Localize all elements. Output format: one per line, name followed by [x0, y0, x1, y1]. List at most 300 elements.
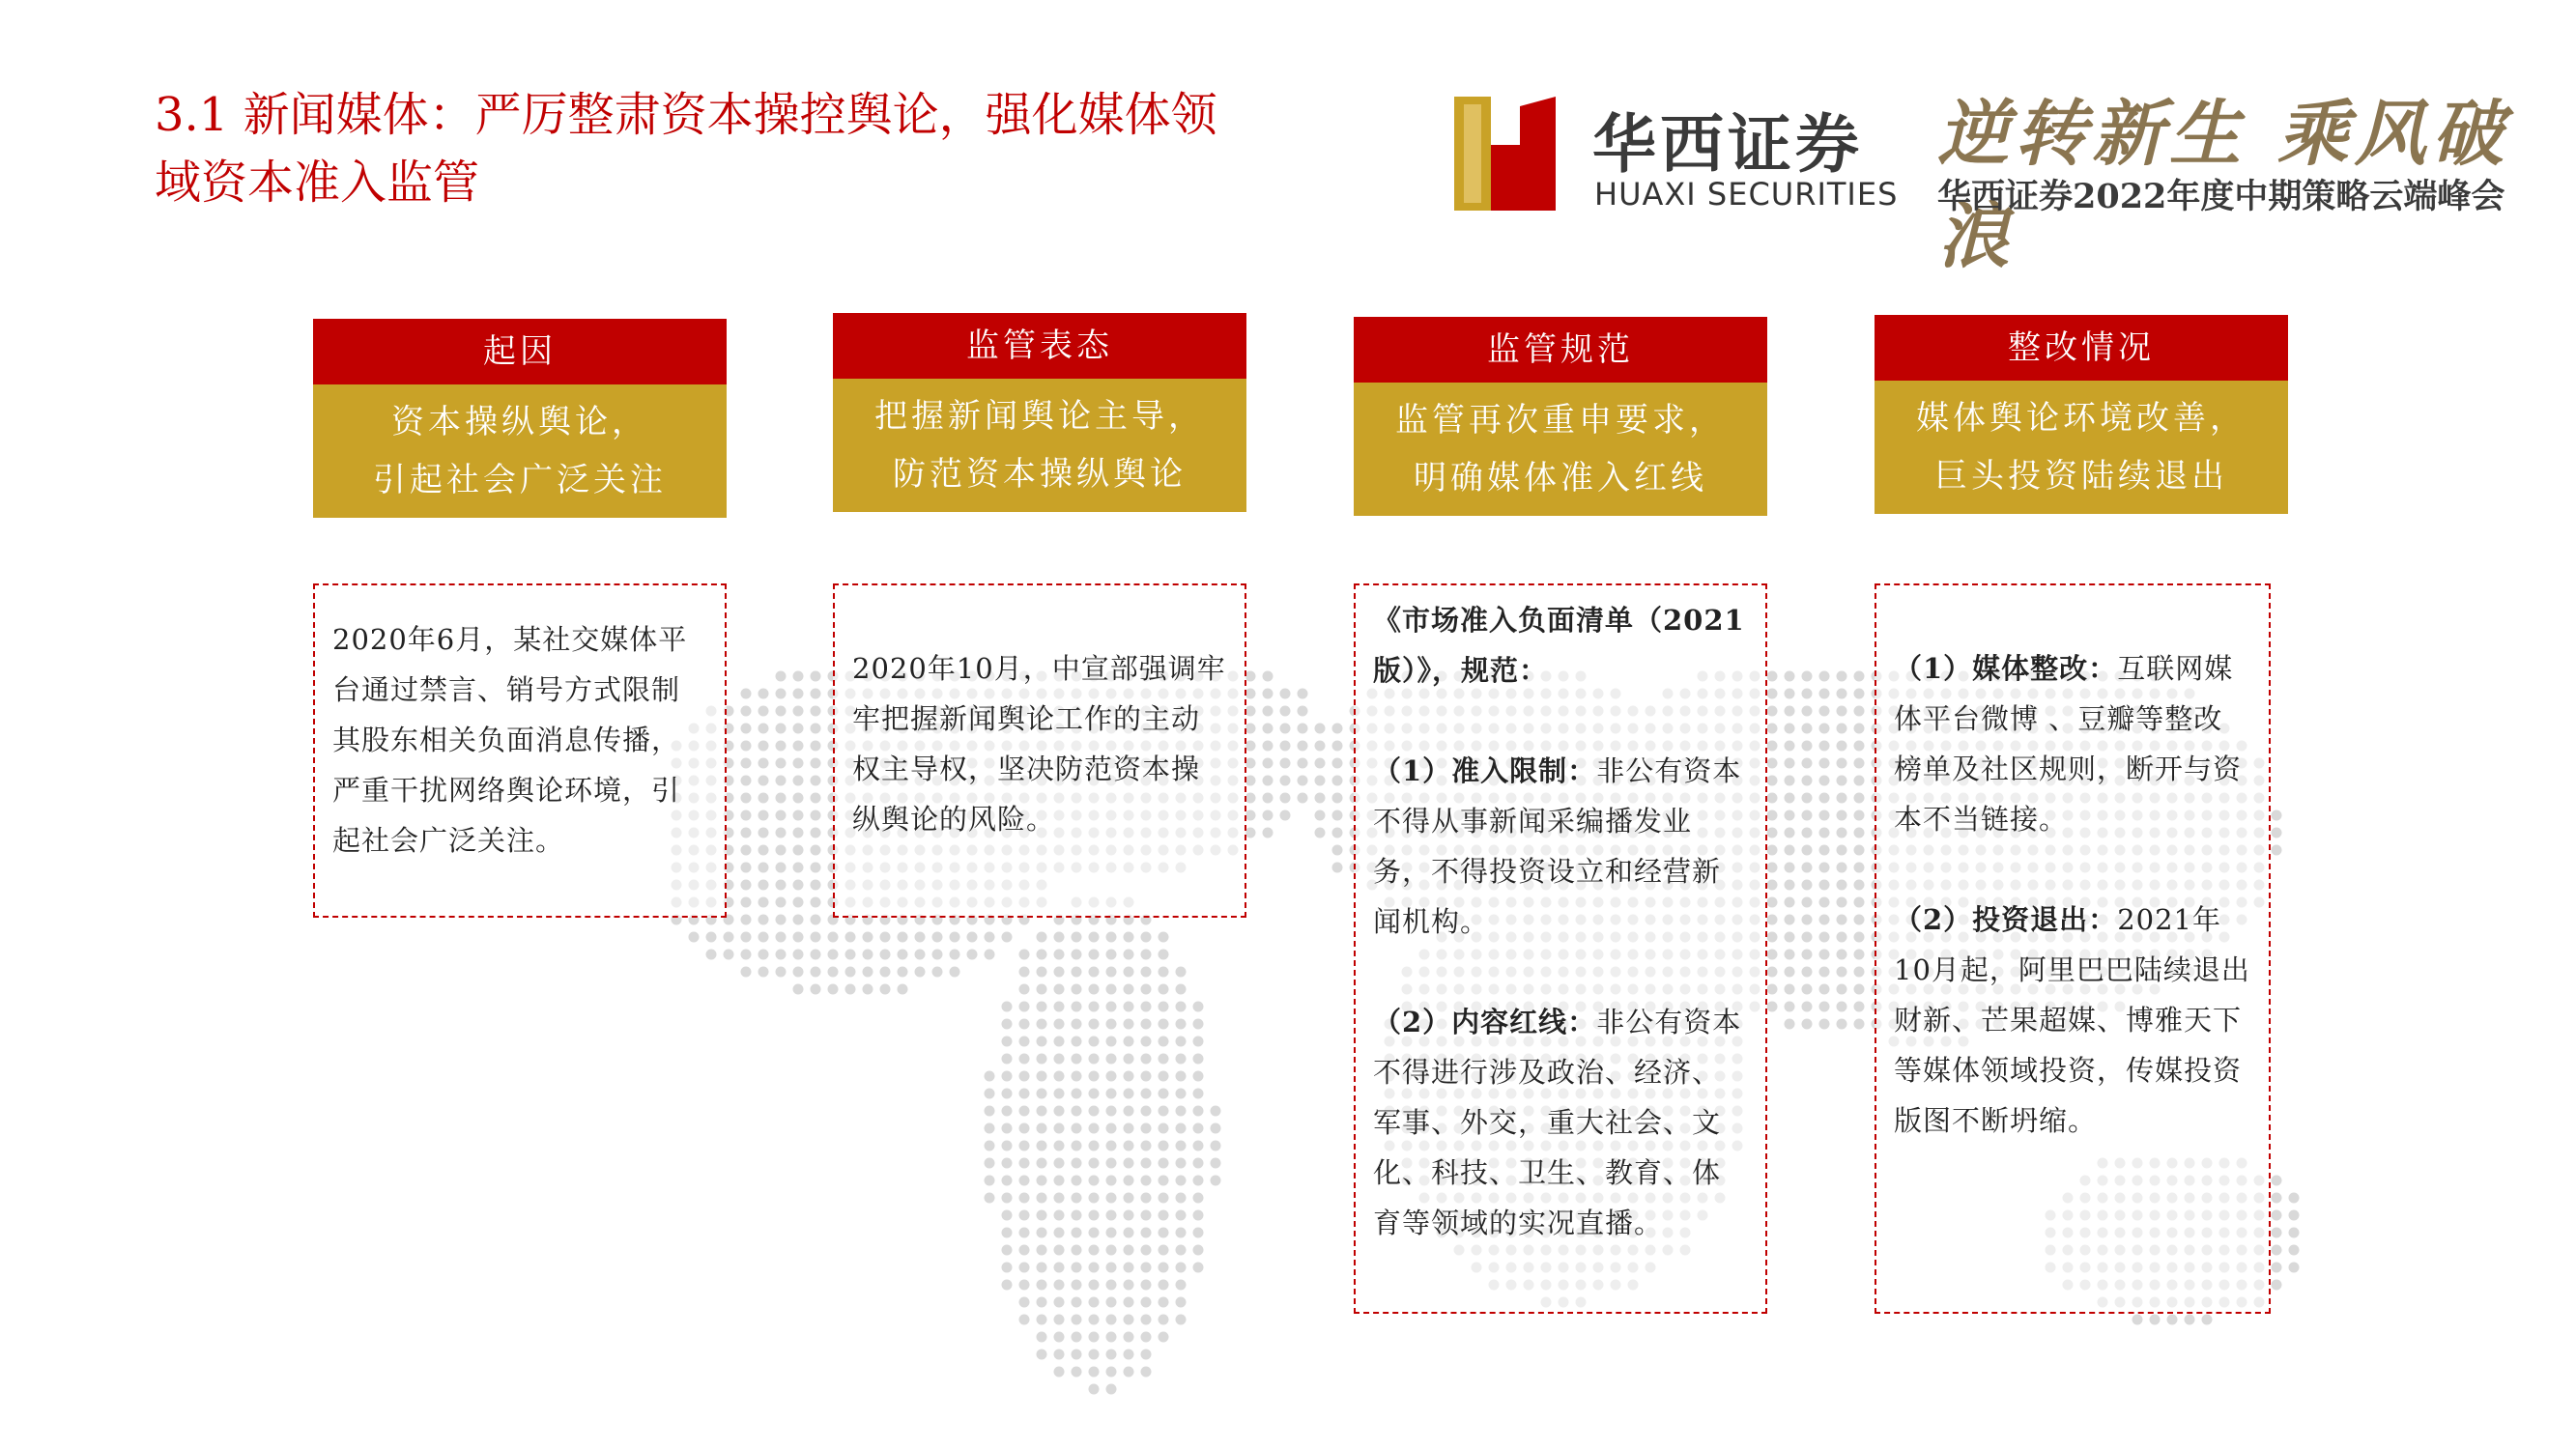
map-dot — [811, 984, 821, 995]
map-dot — [1819, 828, 1830, 838]
map-dot — [880, 967, 891, 978]
map-dot — [1106, 1019, 1117, 1030]
map-dot — [985, 932, 995, 943]
map-dot — [1332, 793, 1343, 804]
map-dot — [1037, 1037, 1047, 1047]
map-dot — [1072, 1037, 1082, 1047]
column-summary-line: 明确媒体准入红线 — [1414, 459, 1707, 497]
map-dot — [776, 671, 787, 682]
map-dot — [1054, 1037, 1065, 1047]
map-dot — [1124, 1089, 1134, 1099]
map-dot — [863, 984, 873, 995]
map-dot — [1802, 932, 1813, 943]
map-dot — [1141, 1089, 1152, 1099]
map-dot — [1089, 1297, 1100, 1308]
map-dot — [1211, 1141, 1221, 1151]
map-dot — [1124, 1245, 1134, 1256]
map-dot — [1159, 1002, 1169, 1012]
map-dot — [1193, 1054, 1204, 1065]
map-dot — [1072, 1106, 1082, 1117]
map-dot — [2289, 1193, 2300, 1204]
map-dot — [776, 689, 787, 699]
map-dot — [967, 950, 978, 960]
map-dot — [1002, 1176, 1013, 1186]
column-regulatory-norms — [1354, 317, 1767, 516]
page-title-line1: 3.1 新闻媒体：严厉整肃资本操控舆论，强化媒体领 — [155, 88, 1217, 142]
map-dot — [1854, 1002, 1865, 1012]
map-dot — [741, 932, 752, 943]
map-dot — [1054, 1176, 1065, 1186]
map-dot — [1159, 950, 1169, 960]
map-dot — [2289, 1245, 2300, 1256]
map-dot — [1837, 915, 1847, 925]
column-summary — [833, 379, 1246, 512]
map-dot — [811, 741, 821, 752]
map-dot — [1141, 1123, 1152, 1134]
map-dot — [1089, 1019, 1100, 1030]
map-dot — [793, 706, 804, 717]
map-dot — [1298, 724, 1308, 734]
map-dot — [1802, 984, 1813, 995]
map-dot — [985, 1123, 995, 1134]
map-dot — [793, 915, 804, 925]
map-dot — [1837, 741, 1847, 752]
map-dot — [1819, 1002, 1830, 1012]
map-dot — [811, 845, 821, 856]
map-dot — [1054, 1054, 1065, 1065]
map-dot — [811, 706, 821, 717]
map-dot — [2185, 1315, 2195, 1325]
map-dot — [1037, 1089, 1047, 1099]
map-dot — [1072, 1089, 1082, 1099]
map-dot — [1176, 1089, 1187, 1099]
map-dot — [758, 724, 769, 734]
map-dot — [1054, 950, 1065, 960]
map-dot — [1037, 1263, 1047, 1273]
map-dot — [811, 810, 821, 821]
map-dot — [1767, 828, 1778, 838]
map-dot — [741, 758, 752, 769]
map-dot — [793, 984, 804, 995]
map-dot — [1124, 1280, 1134, 1291]
map-dot — [1037, 1315, 1047, 1325]
map-dot — [1854, 671, 1865, 682]
map-dot — [1037, 1141, 1047, 1151]
map-dot — [1124, 1158, 1134, 1169]
map-dot — [1089, 1367, 1100, 1378]
map-dot — [793, 741, 804, 752]
map-dot — [1159, 1280, 1169, 1291]
map-dot — [1159, 932, 1169, 943]
map-dot — [776, 776, 787, 786]
detail-heading: 《市场准入负面清单（2021版）》，规范： — [1373, 604, 1745, 687]
map-dot — [1019, 1210, 1030, 1221]
map-dot — [1072, 1245, 1082, 1256]
map-dot — [1054, 1106, 1065, 1117]
map-dot — [724, 950, 734, 960]
map-dot — [1176, 1280, 1187, 1291]
map-dot — [776, 724, 787, 734]
map-dot — [1263, 724, 1274, 734]
map-dot — [1037, 1245, 1047, 1256]
map-dot — [1037, 1280, 1047, 1291]
map-dot — [1124, 1071, 1134, 1082]
map-dot — [741, 776, 752, 786]
map-dot — [1176, 1002, 1187, 1012]
map-dot — [1767, 724, 1778, 734]
map-dot — [1263, 828, 1274, 838]
map-dot — [1054, 1141, 1065, 1151]
map-dot — [1280, 741, 1291, 752]
map-dot — [828, 950, 839, 960]
map-dot — [2289, 1228, 2300, 1238]
map-dot — [1106, 1332, 1117, 1343]
map-dot — [985, 1176, 995, 1186]
map-dot — [1002, 1054, 1013, 1065]
map-dot — [1176, 1106, 1187, 1117]
map-dot — [880, 984, 891, 995]
map-dot — [1019, 984, 1030, 995]
map-dot — [1785, 1019, 1795, 1030]
map-dot — [1089, 1332, 1100, 1343]
map-dot — [1176, 967, 1187, 978]
map-dot — [793, 758, 804, 769]
map-dot — [1124, 932, 1134, 943]
map-dot — [1176, 1297, 1187, 1308]
column-rectification — [1875, 315, 2288, 514]
detail-item-label: （1）准入限制： — [1373, 754, 1597, 787]
map-dot — [1193, 1263, 1204, 1273]
map-dot — [898, 932, 908, 943]
map-dot — [1124, 1123, 1134, 1134]
map-dot — [741, 741, 752, 752]
map-dot — [1002, 1089, 1013, 1099]
map-dot — [1141, 1141, 1152, 1151]
map-dot — [1141, 1350, 1152, 1360]
map-dot — [1767, 967, 1778, 978]
map-dot — [1141, 1002, 1152, 1012]
map-dot — [1785, 758, 1795, 769]
map-dot — [1106, 950, 1117, 960]
map-dot — [1332, 741, 1343, 752]
map-dot — [1002, 1263, 1013, 1273]
map-dot — [1089, 1054, 1100, 1065]
map-dot — [811, 880, 821, 891]
map-dot — [1785, 810, 1795, 821]
map-dot — [1106, 1002, 1117, 1012]
map-dot — [1854, 706, 1865, 717]
map-dot — [1002, 1141, 1013, 1151]
map-dot — [1785, 724, 1795, 734]
map-dot — [1767, 758, 1778, 769]
detail-box-regulatory-stance — [833, 583, 1246, 918]
map-dot — [915, 932, 926, 943]
map-dot — [1785, 950, 1795, 960]
map-dot — [1802, 863, 1813, 873]
map-dot — [1159, 984, 1169, 995]
map-dot — [1263, 706, 1274, 717]
map-dot — [1072, 1228, 1082, 1238]
map-dot — [1089, 967, 1100, 978]
map-dot — [724, 932, 734, 943]
map-dot — [1054, 984, 1065, 995]
map-dot — [2167, 1315, 2178, 1325]
map-dot — [758, 776, 769, 786]
map-dot — [1263, 741, 1274, 752]
map-dot — [863, 950, 873, 960]
map-dot — [811, 967, 821, 978]
map-dot — [1037, 1332, 1047, 1343]
map-dot — [776, 915, 787, 925]
map-dot — [2289, 1210, 2300, 1221]
map-dot — [1767, 741, 1778, 752]
map-dot — [1141, 1280, 1152, 1291]
map-dot — [1315, 828, 1326, 838]
detail-item-label: （1）媒体整改： — [1894, 652, 2118, 685]
map-dot — [1819, 776, 1830, 786]
map-dot — [985, 1071, 995, 1082]
map-dot — [1298, 776, 1308, 786]
map-dot — [1106, 1210, 1117, 1221]
map-dot — [1785, 897, 1795, 908]
map-dot — [1037, 1158, 1047, 1169]
map-dot — [1802, 724, 1813, 734]
map-dot — [1019, 1054, 1030, 1065]
map-dot — [2272, 1263, 2282, 1273]
map-dot — [1019, 1193, 1030, 1204]
map-dot — [1037, 1054, 1047, 1065]
map-dot — [1315, 793, 1326, 804]
map-dot — [1819, 880, 1830, 891]
map-dot — [811, 689, 821, 699]
column-summary-line: 引起社会广泛关注 — [373, 461, 667, 499]
column-summary-line: 防范资本操纵舆论 — [893, 455, 1187, 494]
map-dot — [758, 810, 769, 821]
map-dot — [1002, 932, 1013, 943]
map-dot — [863, 967, 873, 978]
map-dot — [1037, 1193, 1047, 1204]
map-dot — [1176, 1071, 1187, 1082]
map-dot — [1019, 1297, 1030, 1308]
map-dot — [1176, 1315, 1187, 1325]
map-dot — [2132, 1315, 2143, 1325]
map-dot — [1072, 1123, 1082, 1134]
map-dot — [1054, 1193, 1065, 1204]
map-dot — [1141, 1106, 1152, 1117]
map-dot — [1819, 1019, 1830, 1030]
map-dot — [950, 932, 960, 943]
map-dot — [1785, 845, 1795, 856]
map-dot — [1767, 810, 1778, 821]
map-dot — [1767, 863, 1778, 873]
map-dot — [741, 689, 752, 699]
map-dot — [1124, 984, 1134, 995]
map-dot — [1280, 689, 1291, 699]
map-dot — [1315, 758, 1326, 769]
map-dot — [898, 967, 908, 978]
map-dot — [1263, 758, 1274, 769]
map-dot — [1837, 1002, 1847, 1012]
map-dot — [811, 793, 821, 804]
map-dot — [1785, 828, 1795, 838]
map-dot — [1106, 1367, 1117, 1378]
map-dot — [1019, 1176, 1030, 1186]
map-dot — [1089, 1037, 1100, 1047]
map-dot — [1819, 897, 1830, 908]
map-dot — [2150, 1315, 2161, 1325]
map-dot — [741, 706, 752, 717]
map-dot — [758, 741, 769, 752]
map-dot — [793, 724, 804, 734]
map-dot — [741, 863, 752, 873]
map-dot — [1767, 915, 1778, 925]
map-dot — [1767, 776, 1778, 786]
detail-box-regulatory-norms — [1354, 583, 1767, 1314]
map-dot — [1106, 1245, 1117, 1256]
map-dot — [793, 828, 804, 838]
map-dot — [1141, 1228, 1152, 1238]
map-dot — [1245, 828, 1256, 838]
map-dot — [1106, 1384, 1117, 1395]
map-dot — [1141, 1071, 1152, 1082]
map-dot — [1837, 880, 1847, 891]
column-regulatory-stance — [833, 313, 1246, 512]
map-dot — [1193, 1210, 1204, 1221]
map-dot — [1298, 793, 1308, 804]
map-dot — [1159, 1089, 1169, 1099]
map-dot — [1837, 671, 1847, 682]
map-dot — [1837, 950, 1847, 960]
map-dot — [1767, 671, 1778, 682]
map-dot — [1072, 950, 1082, 960]
map-dot — [793, 932, 804, 943]
map-dot — [1280, 810, 1291, 821]
map-dot — [1002, 1106, 1013, 1117]
map-dot — [758, 828, 769, 838]
map-dot — [1106, 1297, 1117, 1308]
map-dot — [1019, 1141, 1030, 1151]
map-dot — [1002, 1123, 1013, 1134]
map-dot — [1019, 1315, 1030, 1325]
map-dot — [793, 880, 804, 891]
map-dot — [1176, 1037, 1187, 1047]
map-dot — [1141, 1315, 1152, 1325]
map-dot — [1819, 689, 1830, 699]
map-dot — [1193, 1123, 1204, 1134]
map-dot — [758, 967, 769, 978]
map-dot — [1785, 984, 1795, 995]
map-dot — [1159, 1297, 1169, 1308]
map-dot — [1332, 724, 1343, 734]
map-dot — [776, 880, 787, 891]
map-dot — [758, 915, 769, 925]
map-dot — [1767, 897, 1778, 908]
map-dot — [1054, 1071, 1065, 1082]
map-dot — [1072, 1315, 1082, 1325]
map-dot — [1332, 810, 1343, 821]
map-dot — [1767, 793, 1778, 804]
map-dot — [1211, 1158, 1221, 1169]
map-dot — [1141, 1158, 1152, 1169]
map-dot — [1072, 1350, 1082, 1360]
map-dot — [1089, 1384, 1100, 1395]
map-dot — [1767, 706, 1778, 717]
map-dot — [811, 671, 821, 682]
map-dot — [1106, 1263, 1117, 1273]
map-dot — [1037, 1019, 1047, 1030]
map-dot — [1854, 1019, 1865, 1030]
map-dot — [1837, 967, 1847, 978]
map-dot — [811, 897, 821, 908]
map-dot — [1802, 741, 1813, 752]
map-dot — [1054, 1089, 1065, 1099]
map-dot — [1837, 706, 1847, 717]
map-dot — [1802, 758, 1813, 769]
map-dot — [1280, 793, 1291, 804]
map-dot — [1211, 1176, 1221, 1186]
map-dot — [1002, 1210, 1013, 1221]
map-dot — [1106, 1089, 1117, 1099]
map-dot — [1089, 1193, 1100, 1204]
map-dot — [1193, 1158, 1204, 1169]
map-dot — [1176, 1228, 1187, 1238]
column-summary — [1354, 383, 1767, 516]
map-dot — [1141, 1193, 1152, 1204]
map-dot — [1141, 967, 1152, 978]
map-dot — [1019, 967, 1030, 978]
map-dot — [845, 967, 856, 978]
map-dot — [1106, 1054, 1117, 1065]
map-dot — [1124, 1106, 1134, 1117]
map-dot — [1124, 1367, 1134, 1378]
map-dot — [793, 689, 804, 699]
map-dot — [1176, 1123, 1187, 1134]
map-dot — [1037, 967, 1047, 978]
map-dot — [1854, 724, 1865, 734]
map-dot — [1037, 1071, 1047, 1082]
map-dot — [1037, 950, 1047, 960]
map-dot — [845, 984, 856, 995]
map-dot — [1767, 950, 1778, 960]
map-dot — [1106, 1193, 1117, 1204]
map-dot — [1124, 1141, 1134, 1151]
map-dot — [1802, 706, 1813, 717]
map-dot — [1124, 1263, 1134, 1273]
map-dot — [758, 793, 769, 804]
map-dot — [1159, 1019, 1169, 1030]
page-title-line2: 域资本准入监管 — [155, 156, 480, 210]
map-dot — [1837, 724, 1847, 734]
map-dot — [1176, 1193, 1187, 1204]
map-dot — [1298, 706, 1308, 717]
map-dot — [1802, 967, 1813, 978]
map-dot — [741, 880, 752, 891]
map-dot — [1802, 689, 1813, 699]
map-dot — [741, 793, 752, 804]
map-dot — [1141, 1054, 1152, 1065]
map-dot — [1854, 984, 1865, 995]
map-dot — [1854, 950, 1865, 960]
map-dot — [898, 984, 908, 995]
map-dot — [1054, 1123, 1065, 1134]
map-dot — [1072, 1019, 1082, 1030]
map-dot — [1315, 810, 1326, 821]
map-dot — [1124, 1350, 1134, 1360]
map-dot — [776, 863, 787, 873]
map-dot — [1819, 741, 1830, 752]
map-dot — [1019, 1037, 1030, 1047]
map-dot — [2272, 828, 2282, 838]
